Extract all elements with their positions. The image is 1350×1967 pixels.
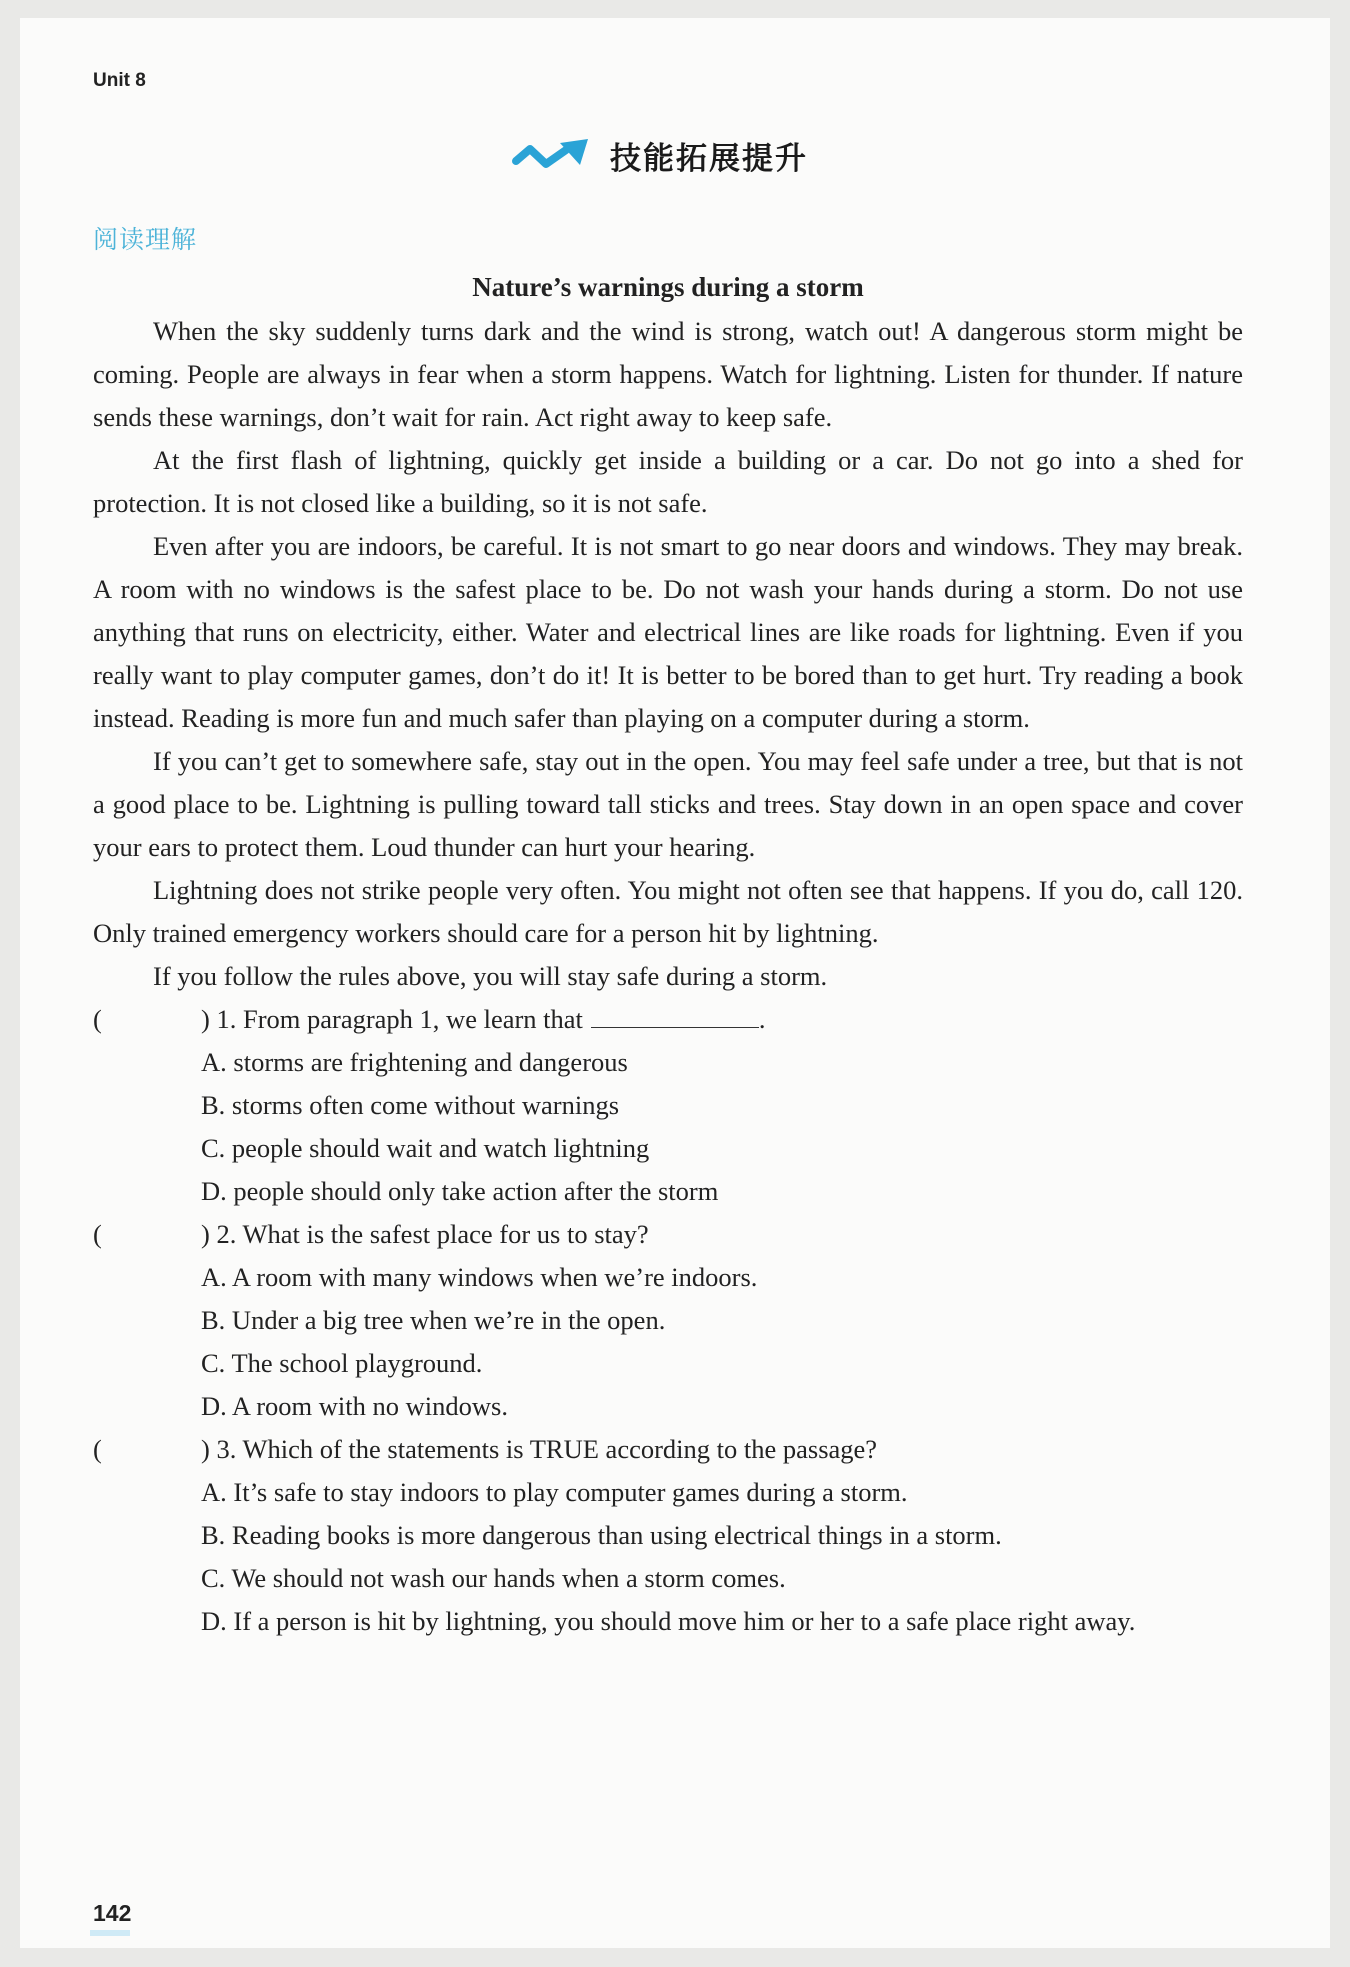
question-stem-text: ) 1. From paragraph 1, we learn that xyxy=(201,1004,583,1034)
option-a: A. storms are frightening and dangerous xyxy=(201,1047,628,1077)
answer-bracket[interactable]: ( xyxy=(93,1219,102,1249)
answer-bracket[interactable]: ( xyxy=(93,1004,102,1034)
textbook-page xyxy=(20,18,1330,1948)
answer-bracket[interactable]: ( xyxy=(93,1434,102,1464)
question-2 xyxy=(93,1213,1243,1256)
section-title: 技能拓展提升 xyxy=(610,141,808,177)
option-c: C. We should not wash our hands when a storm comes. xyxy=(201,1563,786,1593)
passage-paragraph: Lightning does not strike people very often. You might not often see that happens. If you do, call 120. Only trained emergency workers should care for a person hit by lightning. xyxy=(93,875,1243,948)
passage-paragraph: At the first flash of lightning, quickly get inside a building or a car. Do not go into a shed for protection. It is not closed like a building, so it is not safe. xyxy=(93,445,1243,518)
question-3 xyxy=(93,1428,1243,1471)
page-number: 142 xyxy=(93,1900,132,1926)
passage-title: Nature’s warnings during a storm xyxy=(472,272,864,302)
section-header xyxy=(510,133,808,178)
question-stem xyxy=(201,998,766,1041)
passage-paragraph: Even after you are indoors, be careful. It is not smart to go near doors and windows. They may break. A room with no windows is the safest place to be. Do not wash your hands during a storm. Do not use anything that runs on electricity, either. Water and electrical lines are like roads for lightning. Even if you really want to play computer games, don’t do it! It is better to be bored than to get hurt. Try reading a book instead. Reading is more fun and much safer than playing on a computer during a storm. xyxy=(93,531,1243,733)
unit-label: Unit 8 xyxy=(93,70,146,91)
subsection-label: 阅读理解 xyxy=(93,225,198,254)
reading-content xyxy=(93,266,1243,1643)
option-b: B. storms often come without warnings xyxy=(201,1090,620,1120)
answer-blank[interactable] xyxy=(591,1003,759,1028)
option-d: D. If a person is hit by lightning, you should move him or her to a safe place right away. xyxy=(201,1606,1136,1636)
option-a: A. A room with many windows when we’re indoors. xyxy=(201,1262,758,1292)
trend-up-arrow-icon xyxy=(510,137,592,175)
option-b: B. Reading books is more dangerous than using electrical things in a storm. xyxy=(201,1520,1002,1550)
page-number-highlight xyxy=(90,1930,130,1936)
question-stem-end: . xyxy=(758,1004,766,1034)
passage-paragraph: If you can’t get to somewhere safe, stay out in the open. You may feel safe under a tree, but that is not a good place to be. Lightning is pulling toward tall sticks and trees. Stay down in an open space and cover your ears to protect them. Loud thunder can hurt your hearing. xyxy=(93,746,1243,862)
question-stem: ) 3. Which of the statements is TRUE according to the passage? xyxy=(201,1434,878,1464)
option-a: A. It’s safe to stay indoors to play computer games during a storm. xyxy=(201,1477,908,1507)
option-c: C. The school playground. xyxy=(201,1348,483,1378)
option-b: B. Under a big tree when we’re in the open. xyxy=(201,1305,666,1335)
passage-paragraph: When the sky suddenly turns dark and the wind is strong, watch out! A dangerous storm might be coming. People are always in fear when a storm happens. Watch for lightning. Listen for thunder. If nature sends these warnings, don’t wait for rain. Act right away to keep safe. xyxy=(93,316,1243,432)
question-stem: ) 2. What is the safest place for us to stay? xyxy=(201,1219,649,1249)
option-d: D. A room with no windows. xyxy=(201,1391,508,1421)
option-d: D. people should only take action after the storm xyxy=(201,1176,719,1206)
passage-paragraph: If you follow the rules above, you will stay safe during a storm. xyxy=(153,961,828,991)
question-1 xyxy=(93,998,1243,1041)
option-c: C. people should wait and watch lightning xyxy=(201,1133,650,1163)
